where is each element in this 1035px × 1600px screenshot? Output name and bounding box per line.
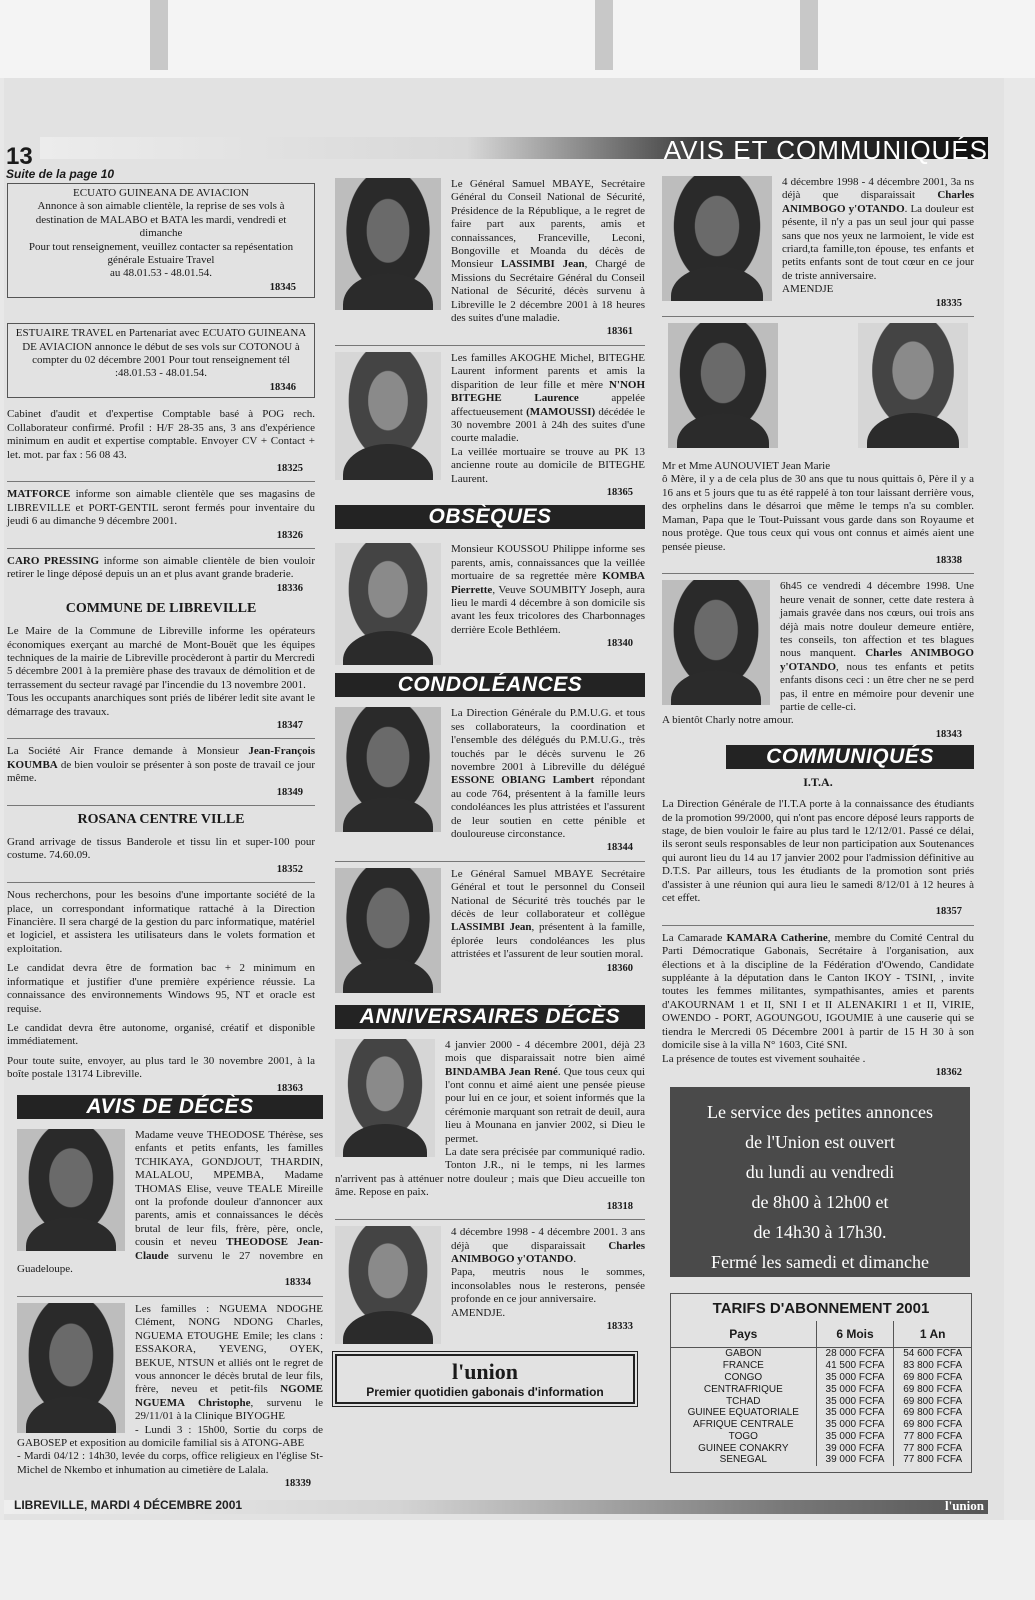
ad-text: ESTUAIRE TRAVEL en Partenariat avec ECUATO GUINEANA DE AVIACION annonce le début de ses vols sur COTONOU à compter du 02 décembre 2001 Pour tout renseignement tél :48.01.53 - 48.01.54. bbox=[15, 327, 307, 380]
avis-deces-section bbox=[17, 1095, 323, 1491]
divider bbox=[335, 861, 645, 862]
deceased-photo bbox=[335, 178, 441, 310]
photo-silhouette bbox=[343, 1124, 427, 1157]
one-year-cell: 69 800 FCFA bbox=[903, 1371, 963, 1383]
table-row bbox=[671, 1396, 971, 1408]
page-top-margin bbox=[0, 0, 1035, 78]
signature: AMENDJE bbox=[782, 283, 834, 296]
table-row bbox=[671, 1372, 971, 1384]
notice-text: . Que tous ceux qui l'ont connu et aimé aient une pensée pieuse pour lui en ce jour, et soient informés que la cérémonie marquant son retrait de deuil, aura lieu à Mounana en janvier 2002, si Dieu le permet. bbox=[445, 1065, 645, 1145]
ad-text: Pour tout renseignement, veuillez contacter sa repésentation générale Estuaire Travel bbox=[28, 240, 294, 267]
promo-line: de l'Union est ouvert bbox=[745, 1132, 895, 1153]
ad-ref: 18345 bbox=[269, 281, 296, 293]
country-cell: FRANCE bbox=[722, 1360, 764, 1372]
subscription-rates-table bbox=[670, 1293, 972, 1473]
table-row bbox=[671, 1407, 971, 1419]
ad-ref: 18363 bbox=[276, 1082, 303, 1094]
promo-line: de 8h00 à 12h00 et bbox=[751, 1192, 889, 1213]
notice-text: Monsieur KOUSSOU Philippe informe ses parents, amis, connaissances que la veillée mortuaire de sa regrettée mère bbox=[451, 543, 645, 583]
section-title: AVIS ET COMMUNIQUÉS bbox=[663, 135, 988, 165]
notice-text: appelée affectueusement bbox=[451, 392, 645, 418]
nickname: (MAMOUSSI) bbox=[526, 405, 596, 418]
page-top-shadow bbox=[800, 0, 818, 70]
promo-line: Fermé les samedi et dimanche bbox=[711, 1252, 929, 1273]
ad-text: Grand arrivage de tissus Banderole et tissu lin et super-100 pour costume. 74.60.09. bbox=[7, 836, 315, 862]
job-ad-p3: Le candidat devra être autonome, organisé, créatif et disponible immédiatement. bbox=[7, 1021, 315, 1048]
six-month-cell: 35 000 FCFA bbox=[816, 1419, 894, 1431]
deceased-name: NGOME NGUEMA Christophe bbox=[135, 1383, 323, 1409]
notice-text: A bientôt Charly notre amour. bbox=[662, 714, 794, 727]
notice-ref: 18339 bbox=[284, 1478, 311, 1490]
notice-text: . bbox=[573, 1252, 577, 1265]
petites-annonces-promo bbox=[670, 1087, 970, 1277]
page-footer bbox=[4, 1500, 988, 1514]
notice-text: , présentent à la famille, éplorée leurs condoléances les plus attristées et l'assurent de leur soutien moral. bbox=[451, 921, 645, 961]
notice-text: , survenu le 29/11/01 à la Clinique BIYOGHE bbox=[135, 1396, 324, 1423]
airfrance-ad bbox=[7, 745, 315, 799]
one-year-cell: 54 600 FCFA bbox=[903, 1348, 963, 1360]
rates-title: TARIFS D'ABONNEMENT 2001 bbox=[712, 1300, 930, 1318]
anniversaires-banner: ANNIVERSAIRES DÉCÈS bbox=[335, 1005, 645, 1029]
deceased-name: LASSIMBI Jean bbox=[451, 921, 532, 934]
ad-text: Pour toute suite, envoyer, au plus tard le 30 novembre 2001, à la boîte postale 13174 Libreville. bbox=[7, 1054, 315, 1081]
estuaire-ad bbox=[7, 323, 315, 398]
deceased-photo bbox=[335, 1226, 441, 1344]
promo-line: du lundi au vendredi bbox=[745, 1162, 895, 1183]
ad-text: Cabinet d'audit et d'expertise Comptable basé à POG rech. Collaborateur confirmé. Profil : H/F 28-35 ans, 3 ans d'expérience minimum en audit et expertise comptable. Envoyer CV + Contact + let. mot. par fax : 56 08 43. bbox=[7, 408, 315, 461]
notice-text: survenu le 27 novembre en Guadeloupe. bbox=[17, 1249, 323, 1276]
notice-text: 4 janvier 2000 - 4 décembre 2001, déjà 23 mois que disparaissait notre bien aimé bbox=[445, 1038, 645, 1065]
table-row bbox=[671, 1443, 971, 1455]
notice-ref: 18362 bbox=[935, 1066, 962, 1078]
photo-silhouette bbox=[677, 413, 769, 448]
six-month-cell: 35 000 FCFA bbox=[816, 1372, 894, 1384]
communiques-banner: COMMUNIQUÉS bbox=[726, 745, 974, 769]
divider bbox=[7, 481, 315, 482]
photo-silhouette bbox=[343, 1311, 432, 1344]
deceased-name: N'NOH BITEGHE Laurence bbox=[451, 378, 645, 405]
notice-text: 6h45 ce vendredi 4 décembre 1998. Une heure venait de sonner, cette date restera à jamais gravée dans nos cœurs, oui trois ans déjà mais notre douleur demeure entière, tes conseils, ton affection et tes blagues nous manquent. bbox=[780, 580, 974, 660]
ad-name: MATFORCE bbox=[7, 488, 71, 501]
deceased-name: ESSONE OBIANG Lambert bbox=[451, 774, 595, 787]
mother-photo bbox=[858, 323, 968, 448]
continued-from: Suite de la page 10 bbox=[6, 167, 115, 181]
col-header: Pays bbox=[671, 1321, 816, 1348]
notice-text: La Camarade bbox=[662, 931, 727, 944]
notice-ref: 18365 bbox=[606, 486, 633, 498]
notice-text: Les familles AKOGHE Michel, BITEGHE Laurent informent parents et amis la disparition de leur fille et mère bbox=[451, 351, 645, 391]
notice-text: AMENDJE. bbox=[451, 1306, 506, 1319]
divider bbox=[662, 573, 974, 574]
rates-body bbox=[671, 1348, 971, 1466]
deceased-photo bbox=[335, 707, 441, 832]
page-bottom-margin bbox=[0, 1520, 1035, 1600]
table-row bbox=[671, 1454, 971, 1466]
notice-text: La Direction Générale de l'I.T.A porte à la connaissance des étudiants de la promotion 99/2000, qui n'ont pas encore déposé leurs rapports de stage, de bien vouloir le faire au plus tard le 12/12/01. Passé ce délai, ils seront seuls responsables de leur non participation aux Soutenances qui auront lieu du 14 au 17 janvier 2002 pour l'admission définitive au D.T.S. Par ailleurs, tous les étudiants de la promotion sont priés d'assister à une réunion qui aura lieu le samedi 8/12/01 à 12 heures à cet effet. bbox=[662, 798, 974, 905]
notice-text: ô Mère, il y a de cela plus de 30 ans que tu nous quittais ô, Père il y a 16 ans et 5 jours que tu as été rappelé à ton tour laissant derrière vous, des orphelins dans le désarroi que même le temps n'a su combler. Maman, Papa que le Tout-Puissant vous garde dans son Royaume et nous protège. Que tous ceux qui vous ont connus et aimés aient une pensée pieuse. bbox=[662, 473, 974, 553]
one-year-cell: 69 800 FCFA bbox=[903, 1395, 963, 1407]
deceased-photo bbox=[335, 868, 441, 993]
table-row bbox=[671, 1431, 971, 1443]
photo-silhouette bbox=[343, 958, 432, 993]
deceased-photo bbox=[662, 580, 770, 705]
col-header: 6 Mois bbox=[816, 1321, 894, 1348]
ad-name: Jean-François KOUMBA bbox=[7, 745, 315, 771]
photo-silhouette bbox=[343, 631, 432, 665]
divider bbox=[662, 316, 974, 317]
ad-text: informe son aimable clientèle que ses magasins de LIBREVILLE et PORT-GENTIL seront fermés pour inventaire du jeudi 6 au dimanche 9 décembre 2001. bbox=[7, 488, 315, 528]
six-month-cell: 39 000 FCFA bbox=[816, 1454, 894, 1466]
country-cell: AFRIQUE CENTRALE bbox=[693, 1419, 794, 1431]
country-cell: GUINEE EQUATORIALE bbox=[687, 1407, 799, 1419]
one-year-cell: 77 800 FCFA bbox=[903, 1430, 963, 1442]
six-month-cell: 39 000 FCFA bbox=[816, 1443, 894, 1455]
ad-text: La Société Air France demande à Monsieur bbox=[7, 745, 249, 758]
notice-text: . La douleur est pésente, il n'y a pas un seul jour qui passe sans que nos yeux ne larmoient, le vide est criard,ta famille,ton épouse, tes enfants et petits enfants sont de tout cœur en ce jour de triste anniversaire. bbox=[782, 202, 974, 282]
divider bbox=[17, 1296, 323, 1297]
couple-photos bbox=[662, 323, 974, 448]
photo-silhouette bbox=[671, 266, 763, 301]
footer-brand: l'union bbox=[944, 1498, 984, 1513]
notice-text: , membre du Comité Central du Parti Démocratique Gabonais, Secrétaire à l'organisation, aux élections et à la discipline de la Fédération d'Owendo, Candidate suppléante à la députation dans le Canton IKOY - TSINI, , invite toutes les femmes militantes, sympathisantes, amies et parents d'AKOURNAM 1 et II, SNI I et II ALENAKIRI 1 et II, VIRIE, OWENDO - PORT, AGOUNGOU, IGOUMIE à une causerie qui se tiendra le Mercredi 05 Décembre 2001 à partir de 15 H 30 à son domicile sise à la villa N° 1603, Cité SNI. bbox=[662, 931, 975, 1052]
ad-ref: 18349 bbox=[276, 786, 303, 798]
rates-grid bbox=[671, 1321, 971, 1466]
divider bbox=[335, 1219, 645, 1220]
notice-text: , nous tes enfants et petits enfants disons ceci : un être cher ne se perd pas, il entre en mémoire pour devenir une partie de celle-ci. bbox=[780, 660, 974, 713]
notice-ref: 18318 bbox=[606, 1200, 633, 1212]
notice-text: Le Général Samuel MBAYE, Secrétaire Général du Conseil National de Sécurité, Présidence de la République, a le regret de faire part aux parents, amis et connaissances, Franceville, Leconi, Bongoville et Moanda du décès de Monsieur bbox=[451, 178, 645, 271]
country-cell: TOGO bbox=[728, 1430, 758, 1442]
one-year-cell: 77 800 FCFA bbox=[903, 1442, 963, 1454]
photo-silhouette bbox=[26, 1217, 117, 1251]
notice-text: Le Général Samuel MBAYE Secrétaire Général et tout le personnel du Conseil National de Sécurité très touchés par le décès de leur collaborateur et collègue bbox=[451, 867, 645, 921]
cabinet-ad bbox=[7, 408, 315, 475]
ad-text: Annonce à son aimable clientèle, la reprise de ses vols à destination de MALABO et BATA les mardi, vendredi et dimanche bbox=[35, 200, 287, 240]
notice-ref: 18361 bbox=[606, 326, 633, 338]
commune-heading: COMMUNE DE LIBREVILLE bbox=[65, 601, 257, 617]
ad-text: informe son aimable clientèle de bien vouloir retirer le linge déposé depuis un an et plus avant grande braderie. bbox=[7, 554, 315, 581]
page-top-shadow bbox=[595, 0, 613, 70]
deceased-name: BINDAMBA Jean René bbox=[445, 1065, 558, 1078]
photo-silhouette bbox=[26, 1396, 117, 1432]
ad-ref: 18325 bbox=[276, 462, 303, 474]
notice-text: 4 décembre 1998 - 4 décembre 2001. 3 ans déjà que disparaissait bbox=[451, 1226, 645, 1252]
ad-ref: 18352 bbox=[276, 863, 303, 875]
notice-text: répondant au code 764, présentent à la famille leurs condoléances les plus attristées et l'assurent de leur soutien en cette pénible et douloureuse circonstance. bbox=[451, 774, 645, 840]
job-ad-p1: Nous recherchons, pour les besoins d'une importante société de la place, un correspondant informatique rattaché à la Direction Financière. Il sera chargé de la gestion du parc informatique, matériel et logiciel, et assistera les utilisateurs dans le volets formation et exploitation. bbox=[7, 889, 315, 955]
notice-text: décédée le 30 novembre 2001 à 24h des suites d'une courte maladie. bbox=[451, 405, 645, 445]
deceased-name: Charles ANIMBOGO y'OTANDO bbox=[451, 1239, 645, 1265]
one-year-cell: 83 800 FCFA bbox=[903, 1360, 963, 1372]
divider bbox=[7, 882, 315, 883]
notice-ref: 18335 bbox=[935, 297, 962, 309]
notice-text: Madame veuve THEODOSE Thérèse, ses enfants et petits enfants, les familles TCHIKAYA, GONDJOUT, THARDIN, MALALOU, MPEMBA, Madame THOMAS Elise, veuve TEALE Mireille ont la profonde douleur d'annoncer aux parents, amis et connaissances le décès brutal de leur fils, frère, père, oncle, cousin et neveu bbox=[135, 1129, 323, 1249]
col-header: 1 An bbox=[894, 1321, 971, 1348]
job-ad-p2: Le candidat devra être de formation bac + 2 minimum en informatique et justifier d'une première expérience réussie. La connaissance des environnements Windows 95, NT et oracle est requise. bbox=[7, 962, 315, 1015]
ad-name: CARO PRESSING bbox=[7, 554, 100, 567]
commune-text-2 bbox=[7, 692, 315, 732]
deceased-name: LASSIMBI Jean bbox=[501, 258, 585, 271]
page-number: 13 bbox=[6, 143, 33, 170]
rosana-ad bbox=[7, 836, 315, 876]
photo-silhouette bbox=[867, 413, 959, 448]
deceased-name: Charles ANIMBOGO y'OTANDO bbox=[780, 647, 974, 673]
caro-ad bbox=[7, 555, 315, 595]
country-cell: CONGO bbox=[724, 1371, 763, 1383]
aunouviet-title: Mr et Mme AUNOUVIET Jean Marie bbox=[662, 460, 831, 473]
notice-text: - Mardi 04/12 : 14h30, levée du corps, office religieux en l'église St-Michel de Nkembo et inhumation au cimetière de Lalala. bbox=[17, 1450, 323, 1476]
person-name: KAMARA Catherine bbox=[726, 931, 828, 944]
ita-notice bbox=[662, 798, 974, 919]
one-year-cell: 77 800 FCFA bbox=[903, 1454, 963, 1466]
aunouviet-notice bbox=[662, 473, 974, 567]
six-month-cell: 28 000 FCFA bbox=[816, 1348, 894, 1360]
deceased-photo bbox=[335, 543, 441, 665]
table-row bbox=[671, 1384, 971, 1396]
ad-ref: 18326 bbox=[276, 529, 303, 541]
commune-text: Le Maire de la Commune de Libreville informe les opérateurs économiques exerçant au marché de Mont-Bouët que les équipes techniques de la mairie de Libreville procèderont à partir du Mercredi 5 décembre 2001 à la première phase des travaux de démolition et de terrassement du secteur ravagé par l'incendie du 13 novembre 2001. bbox=[7, 625, 315, 691]
divider bbox=[662, 925, 974, 926]
ad-ref: 18347 bbox=[276, 720, 303, 731]
notice-text: Les familles : NGUEMA NDOGHE Clément, NONG NDONG Charles, NGUEMA ETOUGHE Emile; les clans : ESSAKORA, YEVENG, OYEK, BEKUE, NTSUN et alliés ont le regret de vous annoncer le décès brutal de leur fils, frère, neveu et petit-fils bbox=[135, 1302, 323, 1396]
notice-text: La veillée mortuaire se trouve au PK 13 ancienne route au domicile de BITEGHE Laurent. bbox=[451, 445, 645, 485]
notice-ref: 18344 bbox=[606, 842, 633, 854]
six-month-cell: 35 000 FCFA bbox=[816, 1384, 894, 1396]
ad-text: Tous les occupants anarchiques sont priés de libérer ledit site avant le démarrage des travaux. bbox=[7, 692, 315, 718]
promo-line: de 14h30 à 17h30. bbox=[753, 1222, 887, 1243]
notice-text: - Lundi 3 : 15h00, Sortie du corps de GABOSEP et exposition au domicile familial sis à ATONG-ABE bbox=[17, 1423, 323, 1449]
deceased-photo bbox=[335, 1039, 435, 1157]
one-year-cell: 69 800 FCFA bbox=[903, 1419, 963, 1431]
deceased-photo bbox=[335, 352, 441, 480]
six-month-cell: 35 000 FCFA bbox=[816, 1407, 894, 1419]
page-top-shadow bbox=[150, 0, 168, 70]
notice-ref: 18357 bbox=[935, 906, 962, 918]
deceased-photo bbox=[17, 1129, 125, 1251]
deceased-name: KOMBA Pierrette bbox=[451, 570, 645, 596]
ad-ref: 18336 bbox=[276, 582, 303, 594]
divider bbox=[7, 805, 315, 806]
notice-ref: 18340 bbox=[606, 638, 633, 650]
six-month-cell: 35 000 FCFA bbox=[816, 1396, 894, 1408]
country-cell: CENTRAFRIQUE bbox=[703, 1383, 783, 1395]
notice-ref: 18334 bbox=[284, 1277, 311, 1289]
ad-text: de bien vouloir se présenter à son poste de travail ce jour même. bbox=[7, 758, 315, 785]
avis-deces-banner: AVIS DE DÉCÈS bbox=[17, 1095, 323, 1119]
kamara-notice bbox=[662, 932, 974, 1079]
divider bbox=[7, 548, 315, 549]
notice-ref: 18343 bbox=[935, 728, 962, 740]
table-row bbox=[671, 1360, 971, 1372]
notice-ref: 18338 bbox=[935, 554, 962, 566]
country-cell: TCHAD bbox=[726, 1395, 761, 1407]
ita-heading: I.T.A. bbox=[803, 775, 833, 790]
table-row bbox=[671, 1348, 971, 1360]
six-month-cell: 35 000 FCFA bbox=[816, 1431, 894, 1443]
notice-text: La Direction Générale du P.M.U.G. et tous ses collaborateurs, la coordination et l'ensemble des délégués du P.M.U.G., très touchés par le décès survenu le 26 novembre 2001 à Libreville du délégué bbox=[451, 707, 645, 773]
promo-line: Le service des petites annonces bbox=[707, 1102, 933, 1123]
notice-ref: 18360 bbox=[606, 962, 633, 974]
country-cell: GUINEE CONAKRY bbox=[698, 1442, 789, 1454]
ecuato-ad bbox=[7, 183, 315, 298]
union-logo-box bbox=[335, 1354, 635, 1404]
one-year-cell: 69 800 FCFA bbox=[903, 1407, 963, 1419]
notice-text: , Chargé de Missions du Secrétaire Général du Conseil National de Sécurité, décès survenu à Libreville le 2 décembre 2001 à 18 heures des suites d'une maladie. bbox=[451, 258, 646, 325]
photo-silhouette bbox=[343, 273, 432, 310]
ad-ref: 18346 bbox=[269, 381, 296, 393]
country-cell: GABON bbox=[725, 1348, 762, 1360]
union-logo: l'union bbox=[451, 1359, 519, 1385]
matforce-ad bbox=[7, 488, 315, 542]
photo-silhouette bbox=[343, 797, 432, 832]
notice-text: 4 décembre 1998 - 4 décembre 2001, 3a ns déjà que disparaissait bbox=[782, 176, 974, 202]
ad-text: au 48.01.53 - 48.01.54. bbox=[109, 267, 213, 280]
middle-column bbox=[335, 178, 645, 1404]
job-ad-p4 bbox=[7, 1055, 315, 1095]
six-month-cell: 41 500 FCFA bbox=[816, 1360, 894, 1372]
deceased-name: Charles ANIMBOGO y'OTANDO bbox=[782, 189, 974, 215]
one-year-cell: 69 800 FCFA bbox=[903, 1383, 963, 1395]
country-cell: SENEGAL bbox=[719, 1454, 767, 1466]
obseques-banner: OBSÈQUES bbox=[335, 505, 645, 529]
notice-text: Papa, meutris nous le sommes, inconsolables nous le resterons, pensée profonde en ce jour anniversaire. bbox=[451, 1266, 645, 1306]
right-column bbox=[662, 176, 974, 1473]
divider bbox=[7, 738, 315, 739]
photo-silhouette bbox=[343, 444, 432, 480]
notice-text: , Veuve SOUMBITY Joseph, aura lieu le mardi 4 décembre à son domicile sis avant les feux tricolores des Charbonnages derrière Ecole Bethléem. bbox=[451, 583, 645, 636]
ad-title: ECUATO GUINEANA DE AVIACION bbox=[73, 187, 249, 199]
rates-header-row bbox=[671, 1321, 971, 1348]
notice-ref: 18333 bbox=[606, 1320, 633, 1332]
rosana-heading: ROSANA CENTRE VILLE bbox=[77, 812, 245, 828]
table-row bbox=[671, 1419, 971, 1431]
deceased-photo bbox=[17, 1303, 125, 1433]
condoleances-banner: CONDOLÉANCES bbox=[335, 673, 645, 697]
footer-date: LIBREVILLE, MARDI 4 DÉCEMBRE 2001 bbox=[14, 1498, 243, 1512]
photo-silhouette bbox=[671, 670, 762, 705]
deceased-name: THEODOSE Jean-Claude bbox=[135, 1236, 323, 1262]
deceased-photo bbox=[662, 176, 772, 301]
divider bbox=[335, 345, 645, 346]
union-tagline: Premier quotidien gabonais d'information bbox=[366, 1385, 604, 1400]
father-photo bbox=[668, 323, 778, 448]
left-column bbox=[7, 183, 315, 1095]
notice-text: La date sera précisée par communiqué radio. Tonton J.R., ni le temps, ni les larmes n'arrivent pas à atténuer notre douleur ; mais que Dieu accueille ton âme. Repose en paix. bbox=[335, 1146, 645, 1199]
notice-text: La présence de toutes est vivement souhaitée . bbox=[662, 1052, 866, 1065]
